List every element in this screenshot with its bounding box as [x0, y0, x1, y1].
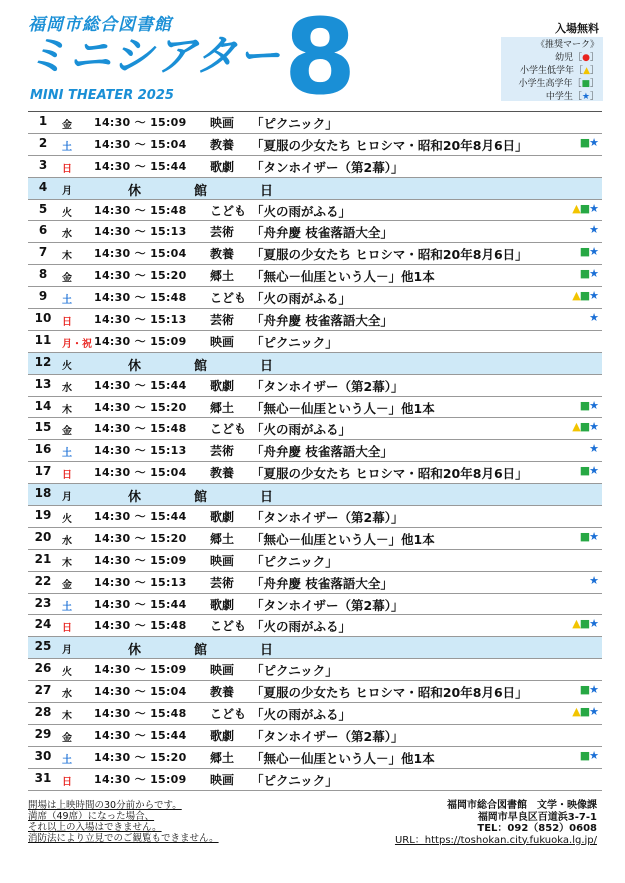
recommend-mark-icons: ▲■★ — [572, 705, 598, 719]
closed-day-row — [28, 484, 602, 506]
admission-label: 入場無料 — [555, 22, 599, 35]
closed-char: 日 — [260, 490, 274, 506]
schedule-row — [28, 221, 602, 243]
closed-label — [128, 180, 326, 199]
day-number: 25 — [34, 639, 52, 654]
schedule-row — [28, 243, 602, 265]
footer-notes — [28, 800, 219, 844]
closed-char: 休 — [128, 183, 142, 199]
closed-char: 館 — [194, 183, 208, 199]
day-number: 15 — [34, 420, 52, 435]
category-label: 郷土 — [210, 400, 235, 415]
day-number: 17 — [34, 464, 52, 479]
program-title: 「無心－仙厓という人－」他1本 — [251, 269, 435, 285]
program-title: 「タンホイザー（第2幕）」 — [251, 378, 404, 394]
schedule-row — [28, 550, 602, 572]
day-number: 1 — [38, 114, 48, 128]
website-link[interactable]: URL：https://toshokan.city.fukuoka.lg.jp/ — [394, 834, 597, 846]
recommend-marks — [580, 683, 598, 696]
program-title: 「舟弁慶 枝雀落語大全」 — [251, 225, 393, 241]
weekday-label: 木 — [62, 251, 72, 263]
category-label: 歌劇 — [210, 159, 235, 174]
show-time: 14:30 ～ 15:09 — [94, 334, 187, 348]
program-title: 「ピクニック」 — [251, 334, 338, 350]
day-number: 27 — [34, 683, 52, 698]
show-time: 14:30 ～ 15:44 — [94, 159, 187, 173]
day-number: 31 — [34, 770, 52, 785]
footer-note-line: 開場は上映時間の30分前からです。 — [28, 800, 182, 811]
day-number: 20 — [34, 529, 52, 544]
legend-item: 小学生高学年［■］ — [518, 79, 599, 89]
show-time: 14:30 ～ 15:44 — [94, 378, 187, 392]
show-time: 14:30 ～ 15:48 — [94, 707, 187, 721]
day-number: 2 — [38, 135, 48, 150]
day-number: 6 — [38, 223, 48, 238]
month-number: 8 — [283, 0, 357, 118]
show-time: 14:30 ～ 15:04 — [94, 685, 187, 699]
recommend-marks — [572, 202, 598, 215]
category-label: 映画 — [210, 116, 235, 130]
schedule-row — [28, 725, 602, 747]
weekday-label: 月 — [62, 185, 72, 197]
schedule-row — [28, 615, 602, 637]
category-label: こども — [210, 422, 247, 437]
category-label: こども — [210, 619, 247, 634]
show-time: 14:30 ～ 15:44 — [94, 510, 187, 524]
closed-label — [128, 486, 326, 505]
weekday-label: 水 — [62, 382, 72, 394]
day-number: 3 — [38, 157, 48, 172]
schedule-table — [28, 111, 602, 791]
program-title: 「タンホイザー（第2幕）」 — [251, 159, 404, 175]
day-number: 21 — [34, 551, 52, 566]
weekday-label: 水 — [62, 229, 72, 241]
category-label: 歌劇 — [210, 510, 235, 525]
program-title: 「火の雨がふる」 — [251, 291, 352, 307]
category-label: 映画 — [210, 663, 235, 678]
closed-char: 館 — [194, 643, 208, 659]
recommend-marks — [589, 311, 598, 324]
schedule-row — [28, 747, 602, 769]
day-number: 24 — [34, 617, 52, 632]
category-label: 教養 — [210, 137, 235, 152]
weekday-label: 金 — [62, 426, 72, 438]
weekday-label: 日 — [62, 776, 72, 788]
weekday-label: 土 — [62, 448, 72, 460]
recommend-mark-icons: ■★ — [579, 245, 598, 259]
day-number: 18 — [34, 486, 52, 501]
weekday-label: 金 — [62, 273, 72, 285]
schedule-row — [28, 418, 602, 440]
closed-char: 館 — [194, 358, 208, 374]
legend-label: 中学生 — [545, 92, 573, 102]
day-number: 29 — [34, 726, 52, 741]
weekday-label: 水 — [62, 535, 72, 547]
footer-note-line: 満席（49席）になった場合、 — [28, 811, 155, 822]
program-title: 「無心－仙厓という人－」他1本 — [251, 400, 435, 416]
closed-char: 日 — [260, 358, 274, 374]
weekday-label: 月 — [62, 492, 72, 504]
show-time: 14:30 ～ 15:44 — [94, 597, 187, 611]
show-time: 14:30 ～ 15:20 — [94, 531, 187, 545]
closed-char: 休 — [128, 643, 142, 659]
weekday-label: 金 — [62, 579, 72, 591]
day-number: 14 — [34, 398, 52, 413]
program-title: 「ピクニック」 — [251, 663, 338, 679]
program-title: 「火の雨がふる」 — [251, 422, 352, 438]
recommend-mark-icons: ▲■★ — [572, 420, 598, 434]
schedule-row — [28, 462, 602, 484]
category-label: 映画 — [210, 334, 235, 349]
schedule-row — [28, 528, 602, 550]
program-title: 「夏服の少女たち ヒロシマ・昭和20年8月6日」 — [251, 685, 528, 701]
show-time: 14:30 ～ 15:13 — [94, 444, 187, 458]
legend-mark-icon: ● — [582, 53, 590, 63]
legend-title: 《推奨マーク》 — [535, 40, 599, 50]
day-number: 5 — [38, 201, 48, 216]
weekday-label: 土 — [62, 295, 72, 307]
program-title: 「ピクニック」 — [251, 116, 338, 131]
recommend-marks — [572, 420, 598, 433]
program-title: 「夏服の少女たち ヒロシマ・昭和20年8月6日」 — [251, 247, 528, 263]
schedule-row — [28, 572, 602, 594]
recommend-mark-icons: ★ — [589, 442, 598, 456]
schedule-row — [28, 309, 602, 331]
closed-label — [128, 355, 326, 374]
weekday-label: 日 — [62, 470, 72, 482]
day-number: 30 — [34, 748, 52, 763]
show-time: 14:30 ～ 15:20 — [94, 400, 187, 414]
recommend-mark-icons: ■★ — [579, 267, 598, 281]
recommend-mark-icons: ■★ — [579, 748, 598, 762]
show-time: 14:30 ～ 15:04 — [94, 137, 187, 151]
program-title: 「舟弁慶 枝雀落語大全」 — [251, 444, 393, 460]
category-label: 芸術 — [210, 444, 235, 459]
weekday-label: 日 — [62, 163, 72, 175]
recommend-mark-icons: ■★ — [579, 529, 598, 543]
schedule-row — [28, 659, 602, 681]
contact-line: 福岡市早良区百道浜3-7-1 — [477, 811, 597, 823]
program-title: 「タンホイザー（第2幕）」 — [251, 510, 404, 526]
program-title: 「舟弁慶 枝雀落語大全」 — [251, 313, 393, 329]
page-title: ミニシアター — [26, 31, 282, 80]
recommend-marks — [580, 749, 598, 762]
weekday-label: 木 — [62, 557, 72, 569]
recommend-marks — [580, 464, 598, 477]
header — [0, 0, 625, 118]
schedule-row — [28, 397, 602, 419]
weekday-label: 火 — [62, 360, 72, 372]
day-number: 23 — [34, 595, 52, 610]
category-label: こども — [210, 707, 247, 722]
program-title: 「舟弁慶 枝雀落語大全」 — [251, 575, 393, 591]
recommend-mark-icons: ▲■★ — [572, 289, 598, 303]
footer-note-line: それ以上の入場はできません。 — [28, 822, 162, 833]
schedule-row — [28, 287, 602, 309]
recommend-marks — [572, 289, 598, 302]
schedule-row — [28, 156, 602, 178]
recommend-marks — [589, 442, 598, 455]
legend-mark-icon: ■ — [581, 79, 590, 89]
recommend-marks — [589, 223, 598, 236]
show-time: 14:30 ～ 15:04 — [94, 466, 187, 480]
schedule-row — [28, 681, 602, 703]
program-title: 「タンホイザー（第2幕）」 — [251, 597, 404, 613]
show-time: 14:30 ～ 15:48 — [94, 291, 187, 305]
contact-line: TEL：092（852）0608 — [477, 823, 597, 834]
day-number: 8 — [38, 267, 48, 282]
program-title: 「タンホイザー（第2幕）」 — [251, 728, 404, 744]
show-time: 14:30 ～ 15:09 — [94, 116, 187, 129]
schedule-row — [28, 134, 602, 156]
show-time: 14:30 ～ 15:09 — [94, 772, 187, 786]
program-title: 「ピクニック」 — [251, 553, 338, 569]
show-time: 14:30 ～ 15:44 — [94, 728, 187, 742]
legend-mark-icon: ▲ — [583, 66, 590, 76]
legend-item: 小学生低学年［▲］ — [520, 66, 599, 76]
schedule-row — [28, 112, 602, 134]
weekday-label: 火 — [62, 207, 72, 219]
recommend-marks — [572, 617, 598, 630]
category-label: 郷土 — [210, 531, 235, 546]
show-time: 14:30 ～ 15:20 — [94, 269, 187, 283]
legend-item: 幼児［●］ — [555, 53, 599, 63]
category-label: 芸術 — [210, 225, 235, 240]
recommend-mark-icons: ■★ — [579, 398, 598, 412]
recommend-mark-icons: ▲■★ — [572, 617, 598, 631]
schedule-row — [28, 506, 602, 528]
weekday-label: 土 — [62, 754, 72, 766]
weekday-label: 日 — [62, 623, 72, 635]
show-time: 14:30 ～ 15:13 — [94, 575, 187, 589]
show-time: 14:30 ～ 15:48 — [94, 619, 187, 633]
day-number: 10 — [34, 311, 52, 326]
category-label: 歌劇 — [210, 378, 235, 393]
weekday-label: 月 — [62, 645, 72, 657]
weekday-label: 土 — [62, 601, 72, 613]
page-subtitle: MINI THEATER 2025 — [30, 88, 174, 103]
schedule-row — [28, 440, 602, 462]
category-label: 芸術 — [210, 313, 235, 328]
program-title: 「夏服の少女たち ヒロシマ・昭和20年8月6日」 — [251, 466, 528, 482]
closed-char: 日 — [260, 643, 274, 659]
category-label: 歌劇 — [210, 597, 235, 612]
legend-item: 中学生［★］ — [545, 92, 599, 102]
weekday-label: 火 — [62, 667, 72, 679]
day-number: 11 — [34, 332, 52, 347]
weekday-label: 木 — [62, 404, 72, 416]
weekday-label: 火 — [62, 514, 72, 526]
recommend-marks — [589, 574, 598, 587]
day-number: 16 — [34, 442, 52, 457]
schedule-row — [28, 769, 602, 791]
closed-char: 休 — [128, 358, 142, 374]
program-title: 「無心－仙厓という人－」他1本 — [251, 531, 435, 547]
day-number: 19 — [34, 508, 52, 523]
category-label: 郷土 — [210, 269, 235, 284]
show-time: 14:30 ～ 15:48 — [94, 203, 187, 217]
closed-char: 日 — [260, 183, 274, 199]
recommend-mark-icons: ★ — [589, 311, 598, 325]
schedule-row — [28, 200, 602, 222]
schedule-row — [28, 375, 602, 397]
category-label: こども — [210, 203, 247, 218]
program-title: 「火の雨がふる」 — [251, 707, 352, 723]
category-label: こども — [210, 291, 247, 306]
category-label: 郷土 — [210, 750, 235, 765]
weekday-label: 金 — [62, 120, 72, 131]
day-number: 13 — [34, 376, 52, 391]
day-number: 12 — [34, 354, 52, 369]
closed-char: 館 — [194, 490, 208, 506]
weekday-label: 日 — [62, 317, 72, 329]
recommend-mark-icons: ■★ — [579, 464, 598, 478]
recommend-mark-icons: ■★ — [579, 135, 598, 149]
schedule-row — [28, 703, 602, 725]
day-number: 9 — [38, 289, 48, 304]
day-number: 4 — [38, 179, 48, 194]
day-number: 26 — [34, 661, 52, 676]
show-time: 14:30 ～ 15:04 — [94, 247, 187, 261]
category-label: 映画 — [210, 553, 235, 568]
schedule-row — [28, 594, 602, 616]
schedule-row — [28, 265, 602, 287]
program-title: 「無心－仙厓という人－」他1本 — [251, 750, 435, 766]
weekday-label: 月・祝 — [62, 338, 92, 350]
contact-line: 福岡市総合図書館 文学・映像課 — [447, 800, 597, 811]
day-number: 22 — [34, 573, 52, 588]
weekday-label: 木 — [62, 711, 72, 723]
show-time: 14:30 ～ 15:48 — [94, 422, 187, 436]
closed-day-row — [28, 178, 602, 200]
category-label: 芸術 — [210, 575, 235, 590]
recommend-mark-icons: ★ — [589, 573, 598, 587]
category-label: 映画 — [210, 772, 235, 787]
program-title: 「ピクニック」 — [251, 772, 338, 788]
weekday-label: 金 — [62, 732, 72, 744]
legend-label: 小学生高学年 — [518, 79, 573, 89]
recommend-marks — [580, 530, 598, 543]
recommend-mark-icons: ★ — [589, 223, 598, 237]
recommend-mark-icons: ■★ — [579, 683, 598, 697]
day-number: 7 — [38, 245, 48, 260]
program-title: 「夏服の少女たち ヒロシマ・昭和20年8月6日」 — [251, 137, 528, 153]
footer-note-line: 消防法により立見でのご観覧もできません。 — [28, 833, 219, 844]
show-time: 14:30 ～ 15:09 — [94, 553, 187, 567]
show-time: 14:30 ～ 15:20 — [94, 750, 187, 764]
category-label: 歌劇 — [210, 728, 235, 743]
category-label: 教養 — [210, 685, 235, 700]
weekday-label: 水 — [62, 689, 72, 701]
schedule-row — [28, 331, 602, 353]
show-time: 14:30 ～ 15:09 — [94, 663, 187, 677]
category-label: 教養 — [210, 247, 235, 262]
closed-char: 休 — [128, 490, 142, 506]
show-time: 14:30 ～ 15:13 — [94, 313, 187, 327]
recommend-legend — [501, 37, 603, 101]
weekday-label: 土 — [62, 141, 72, 153]
recommend-marks — [580, 267, 598, 280]
program-title: 「火の雨がふる」 — [251, 619, 352, 635]
legend-label: 幼児 — [555, 53, 574, 63]
recommend-mark-icons: ▲■★ — [572, 201, 598, 215]
closed-day-row — [28, 353, 602, 375]
recommend-marks — [580, 245, 598, 258]
library-name: 福岡市総合図書館 — [28, 15, 172, 35]
footer-contact — [395, 800, 597, 846]
program-title: 「火の雨がふる」 — [251, 203, 352, 219]
recommend-marks — [580, 136, 598, 149]
day-number: 28 — [34, 705, 52, 720]
legend-mark-icon: ★ — [581, 92, 590, 102]
recommend-marks — [572, 705, 598, 718]
legend-label: 小学生低学年 — [520, 66, 575, 76]
show-time: 14:30 ～ 15:13 — [94, 225, 187, 239]
closed-label — [128, 639, 326, 658]
category-label: 教養 — [210, 466, 235, 481]
recommend-marks — [580, 399, 598, 412]
closed-day-row — [28, 637, 602, 659]
